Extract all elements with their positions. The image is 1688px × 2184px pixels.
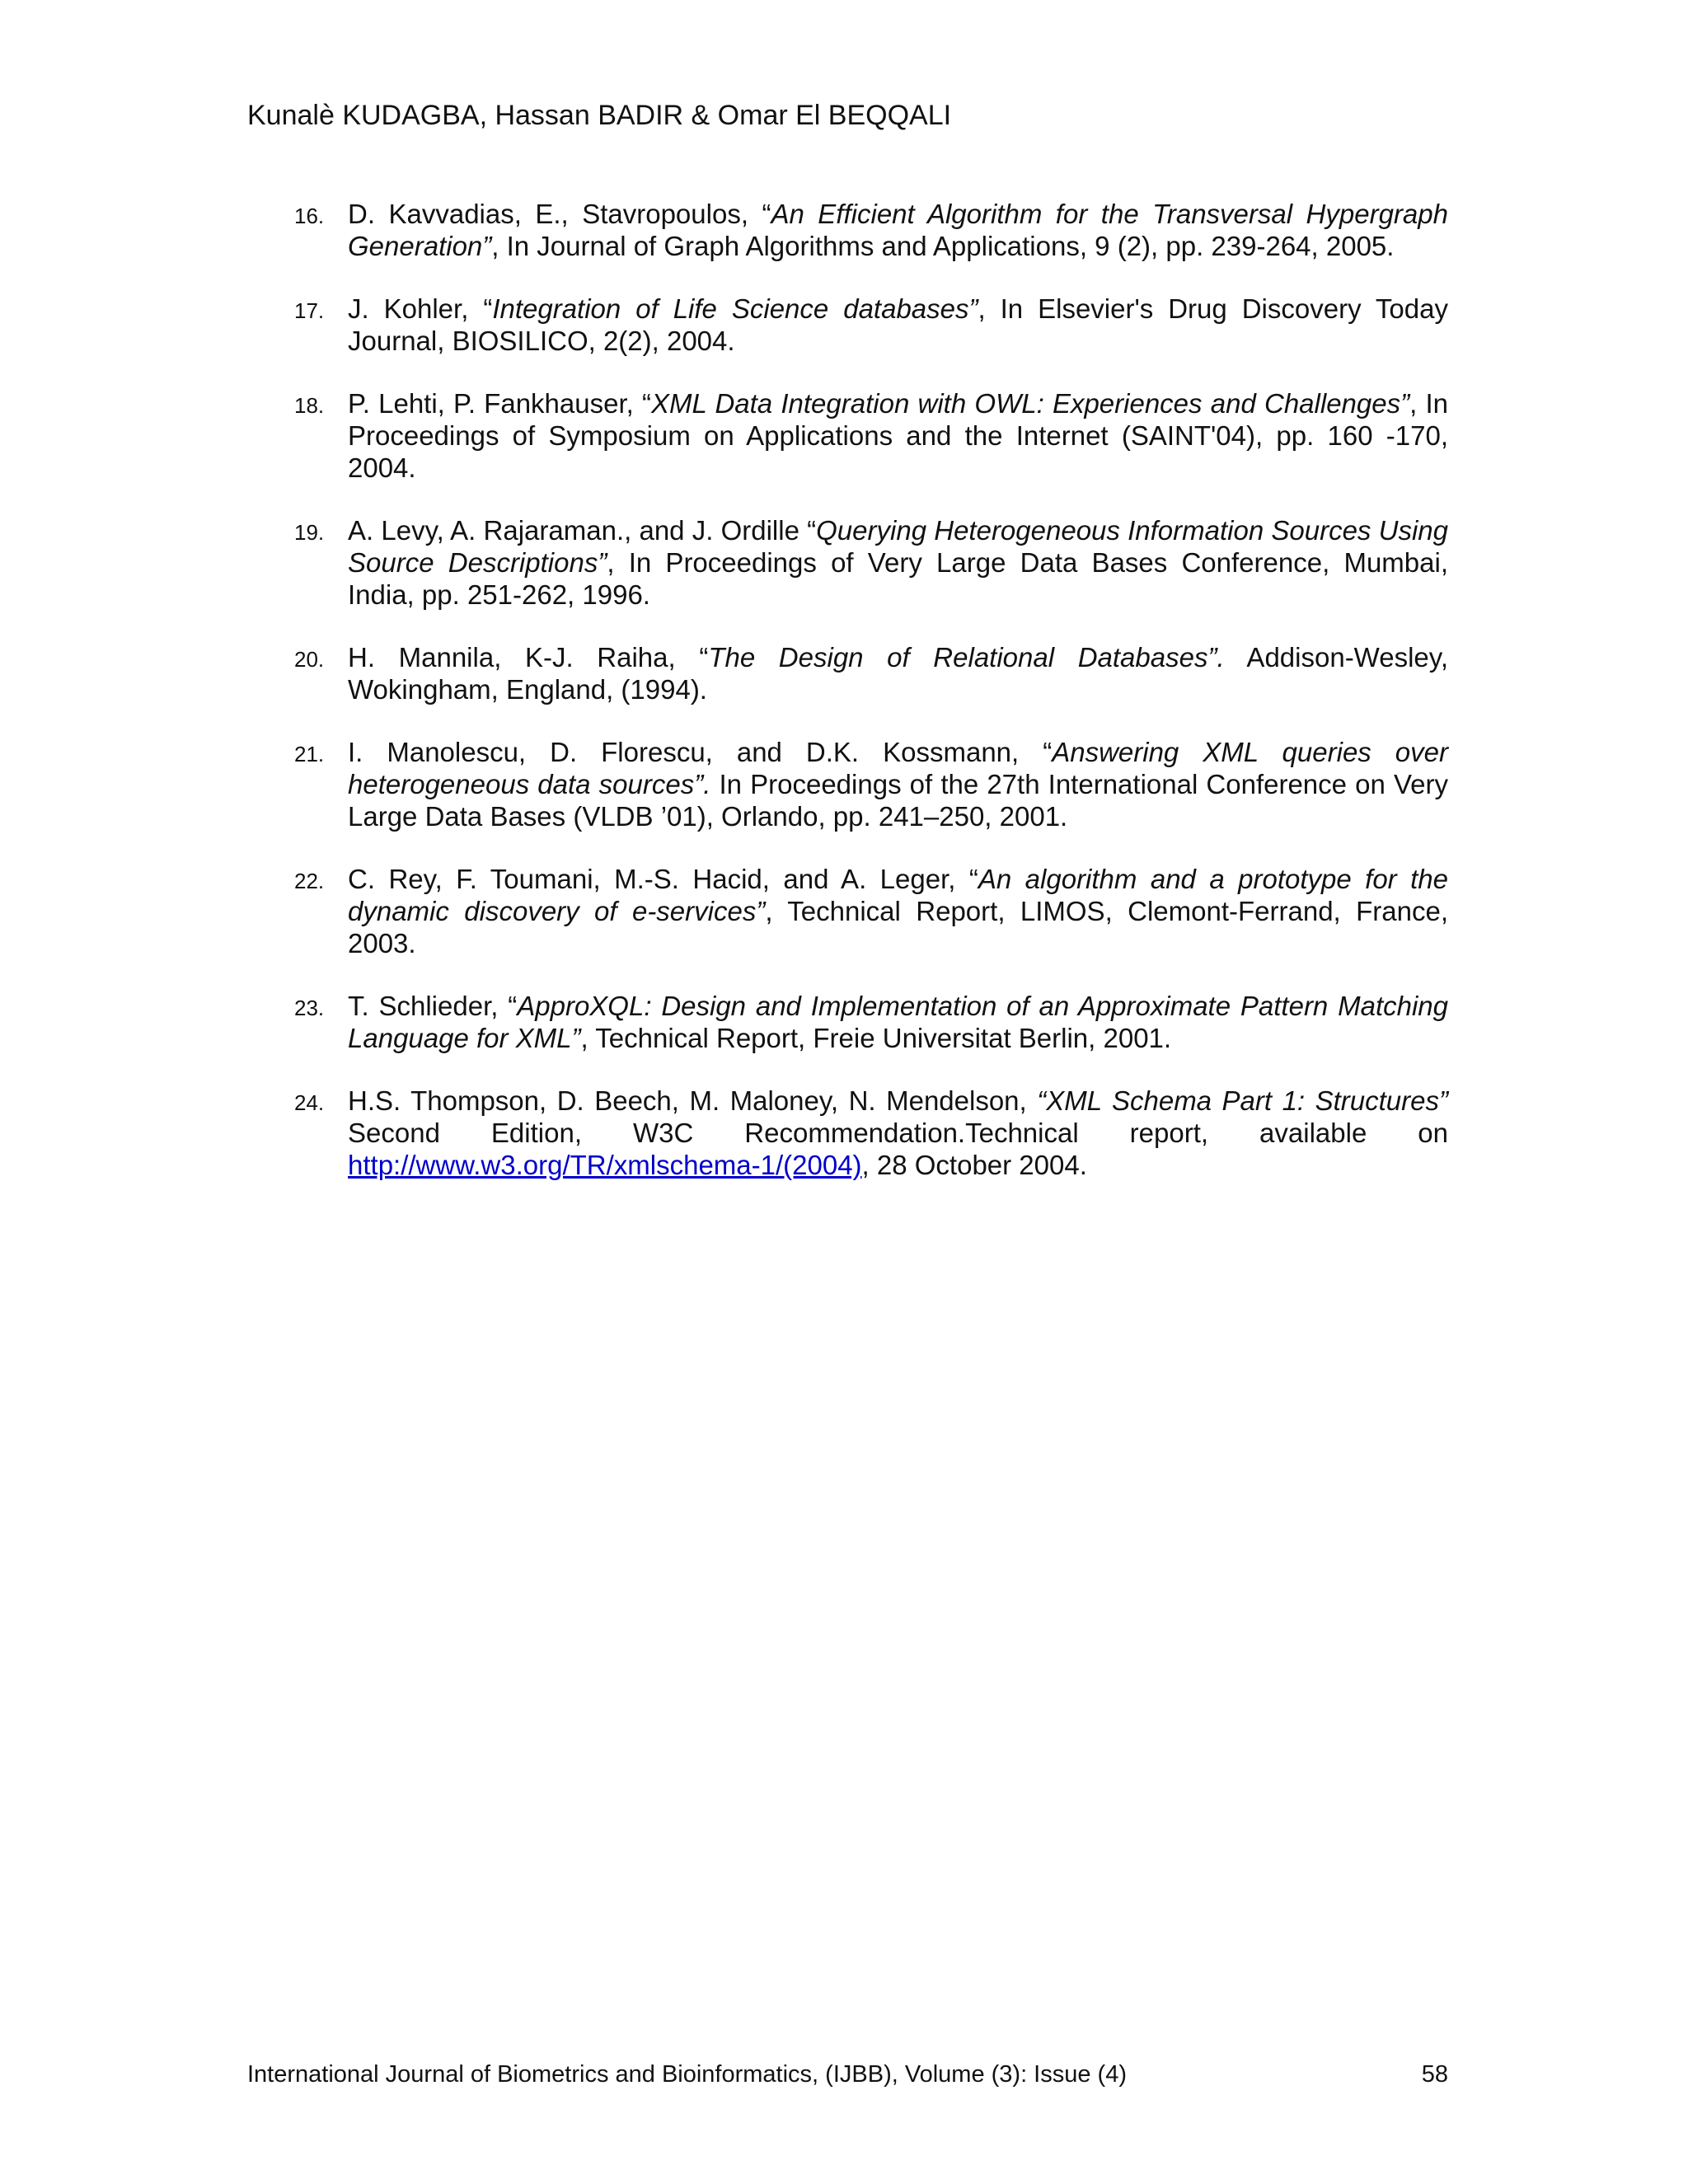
- reference-authors: C. Rey, F. Toumani, M.-S. Hacid, and A. Leger, “: [348, 864, 978, 894]
- reference-link[interactable]: http://www.w3.org/TR/xmlschema-1/(2004): [348, 1150, 862, 1180]
- reference-source: Addison-Wesley, Wokingham, England, (1994).: [348, 642, 1448, 705]
- reference-text: [348, 863, 1448, 959]
- reference-text: [348, 990, 1448, 1054]
- reference-number: 16.: [294, 204, 325, 228]
- reference-authors: I. Manolescu, D. Florescu, and D.K. Kossmann, “: [348, 737, 1053, 767]
- reference-number: 17.: [294, 298, 325, 323]
- reference-source: , In Elsevier's Drug Discovery Today Journal, BIOSILICO, 2(2), 2004.: [348, 293, 1448, 356]
- reference-authors: D. Kavvadias, E., Stavropoulos, “: [348, 199, 771, 229]
- reference-item: [294, 387, 1448, 484]
- page-number: 58: [1421, 2061, 1448, 2088]
- reference-title: ApproXQL: Design and Implementation of an Approximate Pattern Matching Language for XML”: [348, 991, 1449, 1053]
- reference-source: In Proceedings of the 27th International Conference on Very Large Data Bases (VLDB ’01), Orlando, pp. 241–250, 2001.: [348, 769, 1448, 832]
- running-header: Kunalè KUDAGBA, Hassan BADIR & Omar El BEQQALI: [247, 100, 952, 131]
- reference-text: [348, 293, 1448, 357]
- reference-number: 23.: [294, 996, 325, 1020]
- reference-authors: T. Schlieder, “: [348, 991, 518, 1021]
- footer-journal-title: International Journal of Biometrics and Bioinformatics, (IJBB), Volume (3): Issue (4): [247, 2061, 1127, 2088]
- reference-source: Second Edition, W3C Recommendation.Technical report, available on: [348, 1118, 1448, 1148]
- reference-source: , In Proceedings of Symposium on Applications and the Internet (SAINT'04), pp. 160 -170, 2004.: [348, 388, 1449, 483]
- reference-item: [294, 1085, 1448, 1181]
- reference-source: , In Proceedings of Very Large Data Bases Conference, Mumbai, India, pp. 251-262, 1996.: [348, 547, 1448, 610]
- reference-text: [348, 1085, 1448, 1181]
- reference-item: [294, 514, 1448, 611]
- reference-text: [348, 641, 1448, 705]
- reference-item: [294, 198, 1448, 262]
- reference-title: Integration of Life Science databases”: [492, 293, 978, 324]
- reference-title: An Efficient Algorithm for the Transversal Hypergraph Generation”: [348, 199, 1448, 261]
- reference-number: 20.: [294, 647, 325, 672]
- reference-authors: P. Lehti, P. Fankhauser, “: [348, 388, 651, 419]
- reference-number: 18.: [294, 393, 325, 418]
- reference-text: [348, 198, 1448, 262]
- reference-item: [294, 990, 1448, 1054]
- reference-authors: J. Kohler, “: [348, 293, 493, 324]
- reference-source: , Technical Report, Freie Universitat Berlin, 2001.: [580, 1023, 1172, 1053]
- reference-title: Querying Heterogeneous Information Sources Using Source Descriptions”: [348, 515, 1448, 578]
- reference-title: XML Data Integration with OWL: Experiences and Challenges”: [651, 388, 1410, 419]
- reference-item: [294, 736, 1448, 832]
- reference-title: An algorithm and a prototype for the dynamic discovery of e-services”: [348, 864, 1448, 926]
- reference-number: 19.: [294, 520, 325, 545]
- reference-number: 24.: [294, 1090, 325, 1115]
- reference-text: [348, 736, 1448, 832]
- reference-authors: A. Levy, A. Rajaraman., and J. Ordille “: [348, 515, 817, 546]
- reference-item: [294, 293, 1448, 357]
- reference-source: , In Journal of Graph Algorithms and Applications, 9 (2), pp. 239-264, 2005.: [491, 231, 1395, 261]
- reference-authors: H.S. Thompson, D. Beech, M. Maloney, N. Mendelson,: [348, 1085, 1038, 1116]
- reference-item: [294, 641, 1448, 705]
- reference-authors: H. Mannila, K-J. Raiha, “: [348, 642, 709, 673]
- reference-source: , Technical Report, LIMOS, Clemont-Ferrand, France, 2003.: [348, 896, 1448, 958]
- reference-title: “XML Schema Part 1: Structures”: [1037, 1085, 1448, 1116]
- reference-item: [294, 863, 1448, 959]
- reference-text: [348, 514, 1448, 611]
- reference-number: 22.: [294, 869, 325, 893]
- reference-title: The Design of Relational Databases”.: [708, 642, 1225, 673]
- reference-date: , 28 October 2004.: [861, 1150, 1087, 1180]
- reference-number: 21.: [294, 742, 325, 766]
- reference-text: [348, 387, 1448, 484]
- reference-list: [294, 198, 1448, 1212]
- reference-title: Answering XML queries over heterogeneous data sources”.: [348, 737, 1448, 799]
